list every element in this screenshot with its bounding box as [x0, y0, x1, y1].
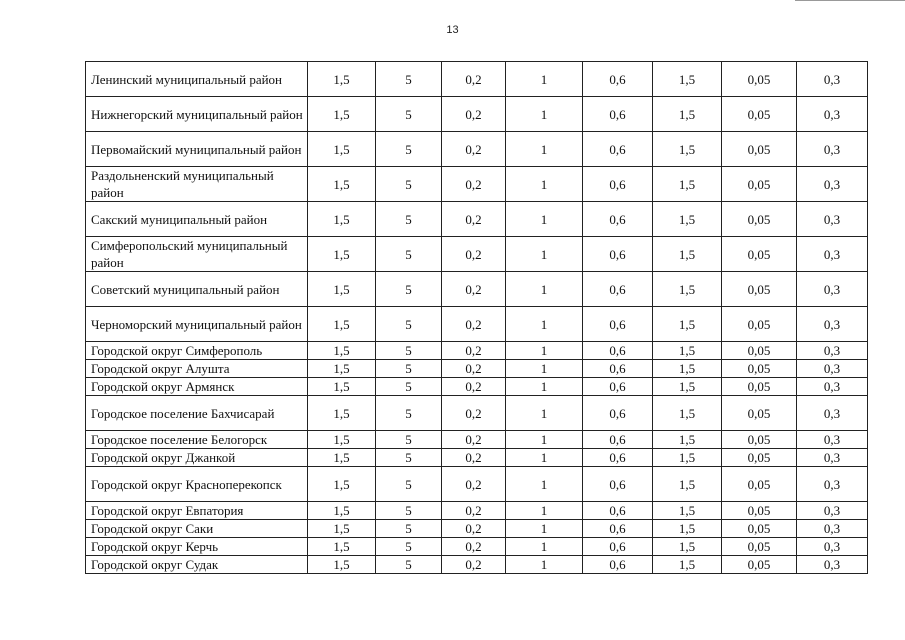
value-cell-col-7: 0,05	[722, 378, 797, 396]
value-cell-col-2: 5	[376, 202, 442, 237]
value-cell-col-1: 1,5	[308, 538, 376, 556]
value-cell-col-5: 0,6	[583, 467, 653, 502]
table-row	[86, 360, 868, 378]
value-cell-col-7: 0,05	[722, 467, 797, 502]
value-cell-col-3: 0,2	[442, 556, 506, 574]
value-cell-col-4: 1	[506, 502, 583, 520]
value-cell-col-3: 0,2	[442, 272, 506, 307]
table-row	[86, 307, 868, 342]
value-cell-col-7: 0,05	[722, 449, 797, 467]
table-row	[86, 378, 868, 396]
value-cell-col-2: 5	[376, 167, 442, 202]
value-cell-col-7: 0,05	[722, 97, 797, 132]
value-cell-col-4: 1	[506, 132, 583, 167]
value-cell-col-5: 0,6	[583, 556, 653, 574]
value-cell-col-7: 0,05	[722, 62, 797, 97]
value-cell-col-5: 0,6	[583, 449, 653, 467]
value-cell-col-4: 1	[506, 467, 583, 502]
value-cell-col-1: 1,5	[308, 467, 376, 502]
value-cell-col-8: 0,3	[797, 556, 868, 574]
value-cell-col-7: 0,05	[722, 538, 797, 556]
value-cell-col-3: 0,2	[442, 360, 506, 378]
municipality-name-cell: Ленинский муниципальный район	[86, 62, 308, 97]
value-cell-col-8: 0,3	[797, 538, 868, 556]
table-row	[86, 431, 868, 449]
value-cell-col-6: 1,5	[653, 202, 722, 237]
value-cell-col-4: 1	[506, 556, 583, 574]
value-cell-col-1: 1,5	[308, 202, 376, 237]
value-cell-col-7: 0,05	[722, 202, 797, 237]
municipality-name-cell: Городское поселение Бахчисарай	[86, 396, 308, 431]
value-cell-col-3: 0,2	[442, 431, 506, 449]
value-cell-col-4: 1	[506, 272, 583, 307]
value-cell-col-5: 0,6	[583, 520, 653, 538]
value-cell-col-3: 0,2	[442, 97, 506, 132]
value-cell-col-3: 0,2	[442, 237, 506, 272]
value-cell-col-2: 5	[376, 342, 442, 360]
value-cell-col-8: 0,3	[797, 342, 868, 360]
value-cell-col-3: 0,2	[442, 167, 506, 202]
value-cell-col-1: 1,5	[308, 520, 376, 538]
value-cell-col-5: 0,6	[583, 502, 653, 520]
value-cell-col-7: 0,05	[722, 272, 797, 307]
value-cell-col-8: 0,3	[797, 272, 868, 307]
value-cell-col-3: 0,2	[442, 449, 506, 467]
value-cell-col-1: 1,5	[308, 237, 376, 272]
value-cell-col-5: 0,6	[583, 431, 653, 449]
value-cell-col-4: 1	[506, 378, 583, 396]
value-cell-col-2: 5	[376, 378, 442, 396]
value-cell-col-3: 0,2	[442, 342, 506, 360]
value-cell-col-6: 1,5	[653, 502, 722, 520]
value-cell-col-4: 1	[506, 538, 583, 556]
value-cell-col-4: 1	[506, 342, 583, 360]
table-row	[86, 396, 868, 431]
value-cell-col-5: 0,6	[583, 167, 653, 202]
value-cell-col-8: 0,3	[797, 520, 868, 538]
value-cell-col-1: 1,5	[308, 556, 376, 574]
value-cell-col-4: 1	[506, 431, 583, 449]
value-cell-col-4: 1	[506, 449, 583, 467]
value-cell-col-7: 0,05	[722, 502, 797, 520]
value-cell-col-2: 5	[376, 307, 442, 342]
value-cell-col-6: 1,5	[653, 467, 722, 502]
value-cell-col-1: 1,5	[308, 97, 376, 132]
value-cell-col-2: 5	[376, 132, 442, 167]
value-cell-col-4: 1	[506, 167, 583, 202]
municipality-name-cell: Городской округ Джанкой	[86, 449, 308, 467]
value-cell-col-6: 1,5	[653, 237, 722, 272]
value-cell-col-8: 0,3	[797, 237, 868, 272]
table-row	[86, 62, 868, 97]
municipality-name-cell: Городское поселение Белогорск	[86, 431, 308, 449]
value-cell-col-7: 0,05	[722, 167, 797, 202]
municipality-name-cell: Нижнегорский муниципальный район	[86, 97, 308, 132]
municipality-name-cell: Черноморский муниципальный район	[86, 307, 308, 342]
value-cell-col-6: 1,5	[653, 132, 722, 167]
municipality-name-cell: Сакский муниципальный район	[86, 202, 308, 237]
page-number: 13	[446, 24, 459, 36]
value-cell-col-3: 0,2	[442, 502, 506, 520]
value-cell-col-1: 1,5	[308, 132, 376, 167]
municipality-name-cell: Городской округ Керчь	[86, 538, 308, 556]
value-cell-col-8: 0,3	[797, 97, 868, 132]
value-cell-col-3: 0,2	[442, 396, 506, 431]
municipality-name-cell: Городской округ Саки	[86, 520, 308, 538]
coefficients-table	[85, 61, 868, 574]
value-cell-col-1: 1,5	[308, 449, 376, 467]
value-cell-col-4: 1	[506, 202, 583, 237]
value-cell-col-6: 1,5	[653, 520, 722, 538]
table-row	[86, 520, 868, 538]
value-cell-col-2: 5	[376, 502, 442, 520]
value-cell-col-5: 0,6	[583, 360, 653, 378]
value-cell-col-3: 0,2	[442, 132, 506, 167]
value-cell-col-2: 5	[376, 556, 442, 574]
value-cell-col-8: 0,3	[797, 132, 868, 167]
value-cell-col-2: 5	[376, 449, 442, 467]
table-row	[86, 272, 868, 307]
table-row	[86, 538, 868, 556]
value-cell-col-2: 5	[376, 538, 442, 556]
value-cell-col-6: 1,5	[653, 62, 722, 97]
value-cell-col-4: 1	[506, 360, 583, 378]
value-cell-col-3: 0,2	[442, 202, 506, 237]
table-row	[86, 556, 868, 574]
municipality-name-cell: Городской округ Симферополь	[86, 342, 308, 360]
table-row	[86, 132, 868, 167]
value-cell-col-8: 0,3	[797, 307, 868, 342]
municipality-name-cell: Советский муниципальный район	[86, 272, 308, 307]
value-cell-col-1: 1,5	[308, 378, 376, 396]
value-cell-col-4: 1	[506, 97, 583, 132]
value-cell-col-8: 0,3	[797, 62, 868, 97]
value-cell-col-8: 0,3	[797, 396, 868, 431]
value-cell-col-5: 0,6	[583, 97, 653, 132]
value-cell-col-7: 0,05	[722, 556, 797, 574]
value-cell-col-4: 1	[506, 520, 583, 538]
value-cell-col-6: 1,5	[653, 449, 722, 467]
value-cell-col-2: 5	[376, 97, 442, 132]
table-row	[86, 449, 868, 467]
value-cell-col-2: 5	[376, 467, 442, 502]
value-cell-col-7: 0,05	[722, 237, 797, 272]
value-cell-col-1: 1,5	[308, 272, 376, 307]
value-cell-col-5: 0,6	[583, 538, 653, 556]
value-cell-col-6: 1,5	[653, 360, 722, 378]
value-cell-col-1: 1,5	[308, 431, 376, 449]
value-cell-col-2: 5	[376, 431, 442, 449]
value-cell-col-8: 0,3	[797, 360, 868, 378]
table-row	[86, 167, 868, 202]
value-cell-col-2: 5	[376, 360, 442, 378]
value-cell-col-5: 0,6	[583, 342, 653, 360]
value-cell-col-7: 0,05	[722, 132, 797, 167]
value-cell-col-8: 0,3	[797, 202, 868, 237]
value-cell-col-6: 1,5	[653, 378, 722, 396]
municipality-name-cell: Раздольненский муниципальный район	[86, 167, 308, 202]
value-cell-col-6: 1,5	[653, 342, 722, 360]
value-cell-col-3: 0,2	[442, 538, 506, 556]
value-cell-col-2: 5	[376, 272, 442, 307]
municipality-name-cell: Городской округ Алушта	[86, 360, 308, 378]
value-cell-col-6: 1,5	[653, 167, 722, 202]
value-cell-col-3: 0,2	[442, 467, 506, 502]
value-cell-col-1: 1,5	[308, 307, 376, 342]
value-cell-col-5: 0,6	[583, 272, 653, 307]
value-cell-col-8: 0,3	[797, 431, 868, 449]
value-cell-col-7: 0,05	[722, 307, 797, 342]
value-cell-col-4: 1	[506, 237, 583, 272]
value-cell-col-6: 1,5	[653, 431, 722, 449]
top-edge-rule	[795, 0, 905, 1]
value-cell-col-8: 0,3	[797, 502, 868, 520]
value-cell-col-5: 0,6	[583, 62, 653, 97]
municipality-name-cell: Городской округ Армянск	[86, 378, 308, 396]
municipality-name-cell: Первомайский муниципальный район	[86, 132, 308, 167]
value-cell-col-5: 0,6	[583, 132, 653, 167]
value-cell-col-6: 1,5	[653, 97, 722, 132]
value-cell-col-6: 1,5	[653, 556, 722, 574]
table-row	[86, 97, 868, 132]
table-row	[86, 202, 868, 237]
municipality-name-cell: Городской округ Красноперекопск	[86, 467, 308, 502]
value-cell-col-6: 1,5	[653, 396, 722, 431]
value-cell-col-5: 0,6	[583, 237, 653, 272]
value-cell-col-2: 5	[376, 62, 442, 97]
table-row	[86, 342, 868, 360]
value-cell-col-2: 5	[376, 396, 442, 431]
value-cell-col-3: 0,2	[442, 520, 506, 538]
value-cell-col-7: 0,05	[722, 520, 797, 538]
value-cell-col-1: 1,5	[308, 360, 376, 378]
value-cell-col-5: 0,6	[583, 307, 653, 342]
value-cell-col-7: 0,05	[722, 342, 797, 360]
value-cell-col-7: 0,05	[722, 431, 797, 449]
value-cell-col-1: 1,5	[308, 62, 376, 97]
value-cell-col-8: 0,3	[797, 378, 868, 396]
value-cell-col-8: 0,3	[797, 449, 868, 467]
value-cell-col-4: 1	[506, 62, 583, 97]
value-cell-col-5: 0,6	[583, 202, 653, 237]
value-cell-col-1: 1,5	[308, 342, 376, 360]
value-cell-col-6: 1,5	[653, 307, 722, 342]
value-cell-col-1: 1,5	[308, 396, 376, 431]
value-cell-col-2: 5	[376, 237, 442, 272]
value-cell-col-2: 5	[376, 520, 442, 538]
municipality-name-cell: Городской округ Судак	[86, 556, 308, 574]
value-cell-col-3: 0,2	[442, 378, 506, 396]
table-row	[86, 467, 868, 502]
value-cell-col-7: 0,05	[722, 360, 797, 378]
value-cell-col-6: 1,5	[653, 272, 722, 307]
table-body	[86, 62, 868, 574]
value-cell-col-1: 1,5	[308, 167, 376, 202]
municipality-name-cell: Симферопольский муниципальный район	[86, 237, 308, 272]
municipality-name-cell: Городской округ Евпатория	[86, 502, 308, 520]
value-cell-col-3: 0,2	[442, 62, 506, 97]
value-cell-col-4: 1	[506, 396, 583, 431]
value-cell-col-6: 1,5	[653, 538, 722, 556]
table-row	[86, 237, 868, 272]
value-cell-col-8: 0,3	[797, 467, 868, 502]
value-cell-col-5: 0,6	[583, 396, 653, 431]
table-row	[86, 502, 868, 520]
value-cell-col-3: 0,2	[442, 307, 506, 342]
value-cell-col-7: 0,05	[722, 396, 797, 431]
value-cell-col-4: 1	[506, 307, 583, 342]
value-cell-col-5: 0,6	[583, 378, 653, 396]
value-cell-col-1: 1,5	[308, 502, 376, 520]
value-cell-col-8: 0,3	[797, 167, 868, 202]
